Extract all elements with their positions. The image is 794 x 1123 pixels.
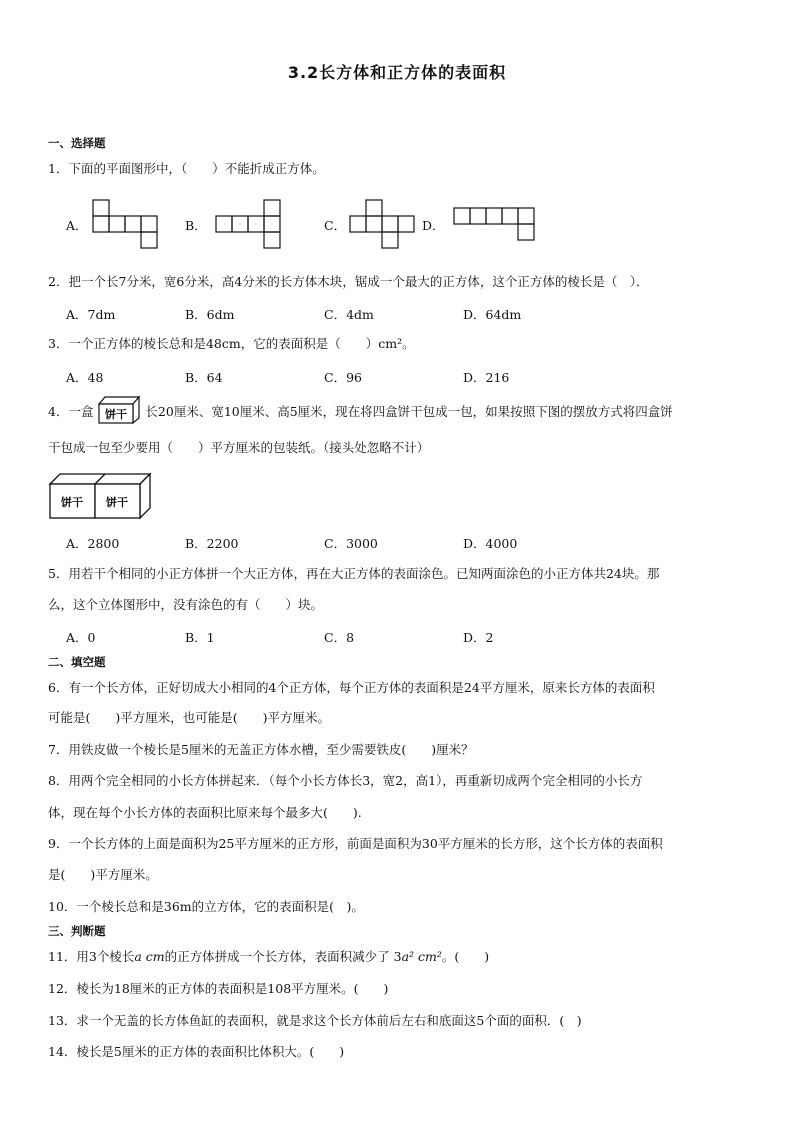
q5-options xyxy=(66,628,686,648)
question-7: 7．用铁皮做一个棱长是5厘米的无盖正方体水槽，至少需要铁皮( )厘米？ xyxy=(48,742,474,757)
question-1: 1．下面的平面图形中，（ ）不能折成正方体。 xyxy=(48,161,325,176)
q11-var-a-cm: a cm xyxy=(134,949,165,964)
question-5-line-2: 么，这个立体图形中，没有涂色的有（ ）块。 xyxy=(48,597,324,612)
biscuit-box-inline xyxy=(97,402,141,424)
q4-option-b: B．2200 xyxy=(185,536,239,551)
q4-options xyxy=(66,534,686,554)
section-heading-fill: 二、填空题 xyxy=(48,655,106,669)
question-8-line-1: 8．用两个完全相同的小长方体拼起来．（每个小长方体长3，宽2，高1），再重新切成两个完全相同的小长方 xyxy=(48,773,643,788)
question-4-line-2: 干包成一包至少要用（ ）平方厘米的包装纸。（接头处忽略不计） xyxy=(48,440,430,455)
q5-option-d: D．2 xyxy=(463,630,494,645)
four-biscuit-boxes-figure xyxy=(48,472,152,520)
q2-option-d: D．64dm xyxy=(463,307,522,322)
q1-option-c-label: C． xyxy=(324,218,347,233)
question-8-line-2: 体，现在每个小长方体的表面积比原来每个最多大( ). xyxy=(48,805,362,820)
q3-option-b: B．64 xyxy=(185,370,223,385)
q1-option-d-label: D． xyxy=(422,218,445,233)
question-9-line-1: 9．一个长方体的上面是面积为25平方厘米的正方形，前面是面积为30平方厘米的长方形，这个长方体的表面积 xyxy=(48,836,663,851)
question-11 xyxy=(48,943,748,971)
question-2: 2．把一个长7分米，宽6分米，高4分米的长方体木块，锯成一个最大的正方体，这个正方体的棱长是（ ）． xyxy=(48,274,649,289)
biscuit-box-icon xyxy=(97,394,141,424)
question-5-line-1: 5．用若干个相同的小正方体拼一个大正方体，再在大正方体的表面涂色。已知两面涂色的小正方体共24块。那 xyxy=(48,566,660,581)
q2-option-a: A．7dm xyxy=(66,307,116,322)
q11-suffix: 。( ) xyxy=(441,949,490,964)
q2-option-c: C．4dm xyxy=(324,307,374,322)
q5-option-a: A．0 xyxy=(66,630,96,645)
q3-option-d: D．216 xyxy=(463,370,510,385)
question-9-line-2: 是( )平方厘米。 xyxy=(48,867,158,882)
question-6-line-2: 可能是( )平方厘米，也可能是( )平方厘米。 xyxy=(48,710,331,725)
section-heading-judge: 三、判断题 xyxy=(48,924,106,938)
q11-prefix: 11．用3个棱长 xyxy=(48,949,135,964)
box-label-right: 饼干 xyxy=(106,496,128,509)
question-4-line-1 xyxy=(48,398,748,426)
q11-middle: 的正方体拼成一个长方体，表面积减少了 3 xyxy=(164,949,402,964)
q3-option-a: A．48 xyxy=(66,370,104,385)
q3-option-c: C．96 xyxy=(324,370,362,385)
q1-option-b-label: B． xyxy=(185,218,207,233)
q4-prefix: 4．一盒 xyxy=(48,404,94,419)
net-figure-b xyxy=(216,200,280,248)
net-figure-c xyxy=(350,200,414,248)
q1-figures xyxy=(66,196,566,251)
q11-var-a2-cm2: a² cm² xyxy=(401,949,442,964)
question-13: 13．求一个无盖的长方体鱼缸的表面积，就是求这个长方体前后左右和底面这5个面的面积．( ) xyxy=(48,1013,582,1028)
q5-option-b: B．1 xyxy=(185,630,215,645)
q5-option-c: C．8 xyxy=(324,630,355,645)
net-figure-a xyxy=(93,200,157,248)
page-title: 3.2长方体和正方体的表面积 xyxy=(287,63,507,82)
q3-options xyxy=(66,368,686,388)
net-figure-d xyxy=(454,208,534,240)
q2-options xyxy=(66,305,686,325)
q4-option-a: A．2800 xyxy=(66,536,120,551)
biscuit-box-label: 饼干 xyxy=(105,407,128,421)
question-6-line-1: 6．有一个长方体，正好切成大小相同的4个正方体，每个正方体的表面积是24平方厘米，原来长方体的表面积 xyxy=(48,680,655,695)
question-10: 10．一个棱长总和是36m的立方体，它的表面积是( )。 xyxy=(48,899,364,914)
q2-option-b: B．6dm xyxy=(185,307,235,322)
box-label-left: 饼干 xyxy=(61,496,83,509)
question-12: 12．棱长为18厘米的正方体的表面积是108平方厘米。( ) xyxy=(48,981,389,996)
q4-option-c: C．3000 xyxy=(324,536,378,551)
q4-option-d: D．4000 xyxy=(463,536,518,551)
section-heading-choice: 一、选择题 xyxy=(48,136,106,150)
q1-option-a-label: A． xyxy=(66,218,88,233)
question-14: 14．棱长是5厘米的正方体的表面积比体积大。( ) xyxy=(48,1044,345,1059)
q4-text-1: 长20厘米、宽10厘米、高5厘米，现在将四盒饼干包成一包，如果按照下图的摆放方式将四盒饼 xyxy=(145,404,673,419)
question-3: 3．一个正方体的棱长总和是48cm，它的表面积是（ ）cm²。 xyxy=(48,336,415,351)
